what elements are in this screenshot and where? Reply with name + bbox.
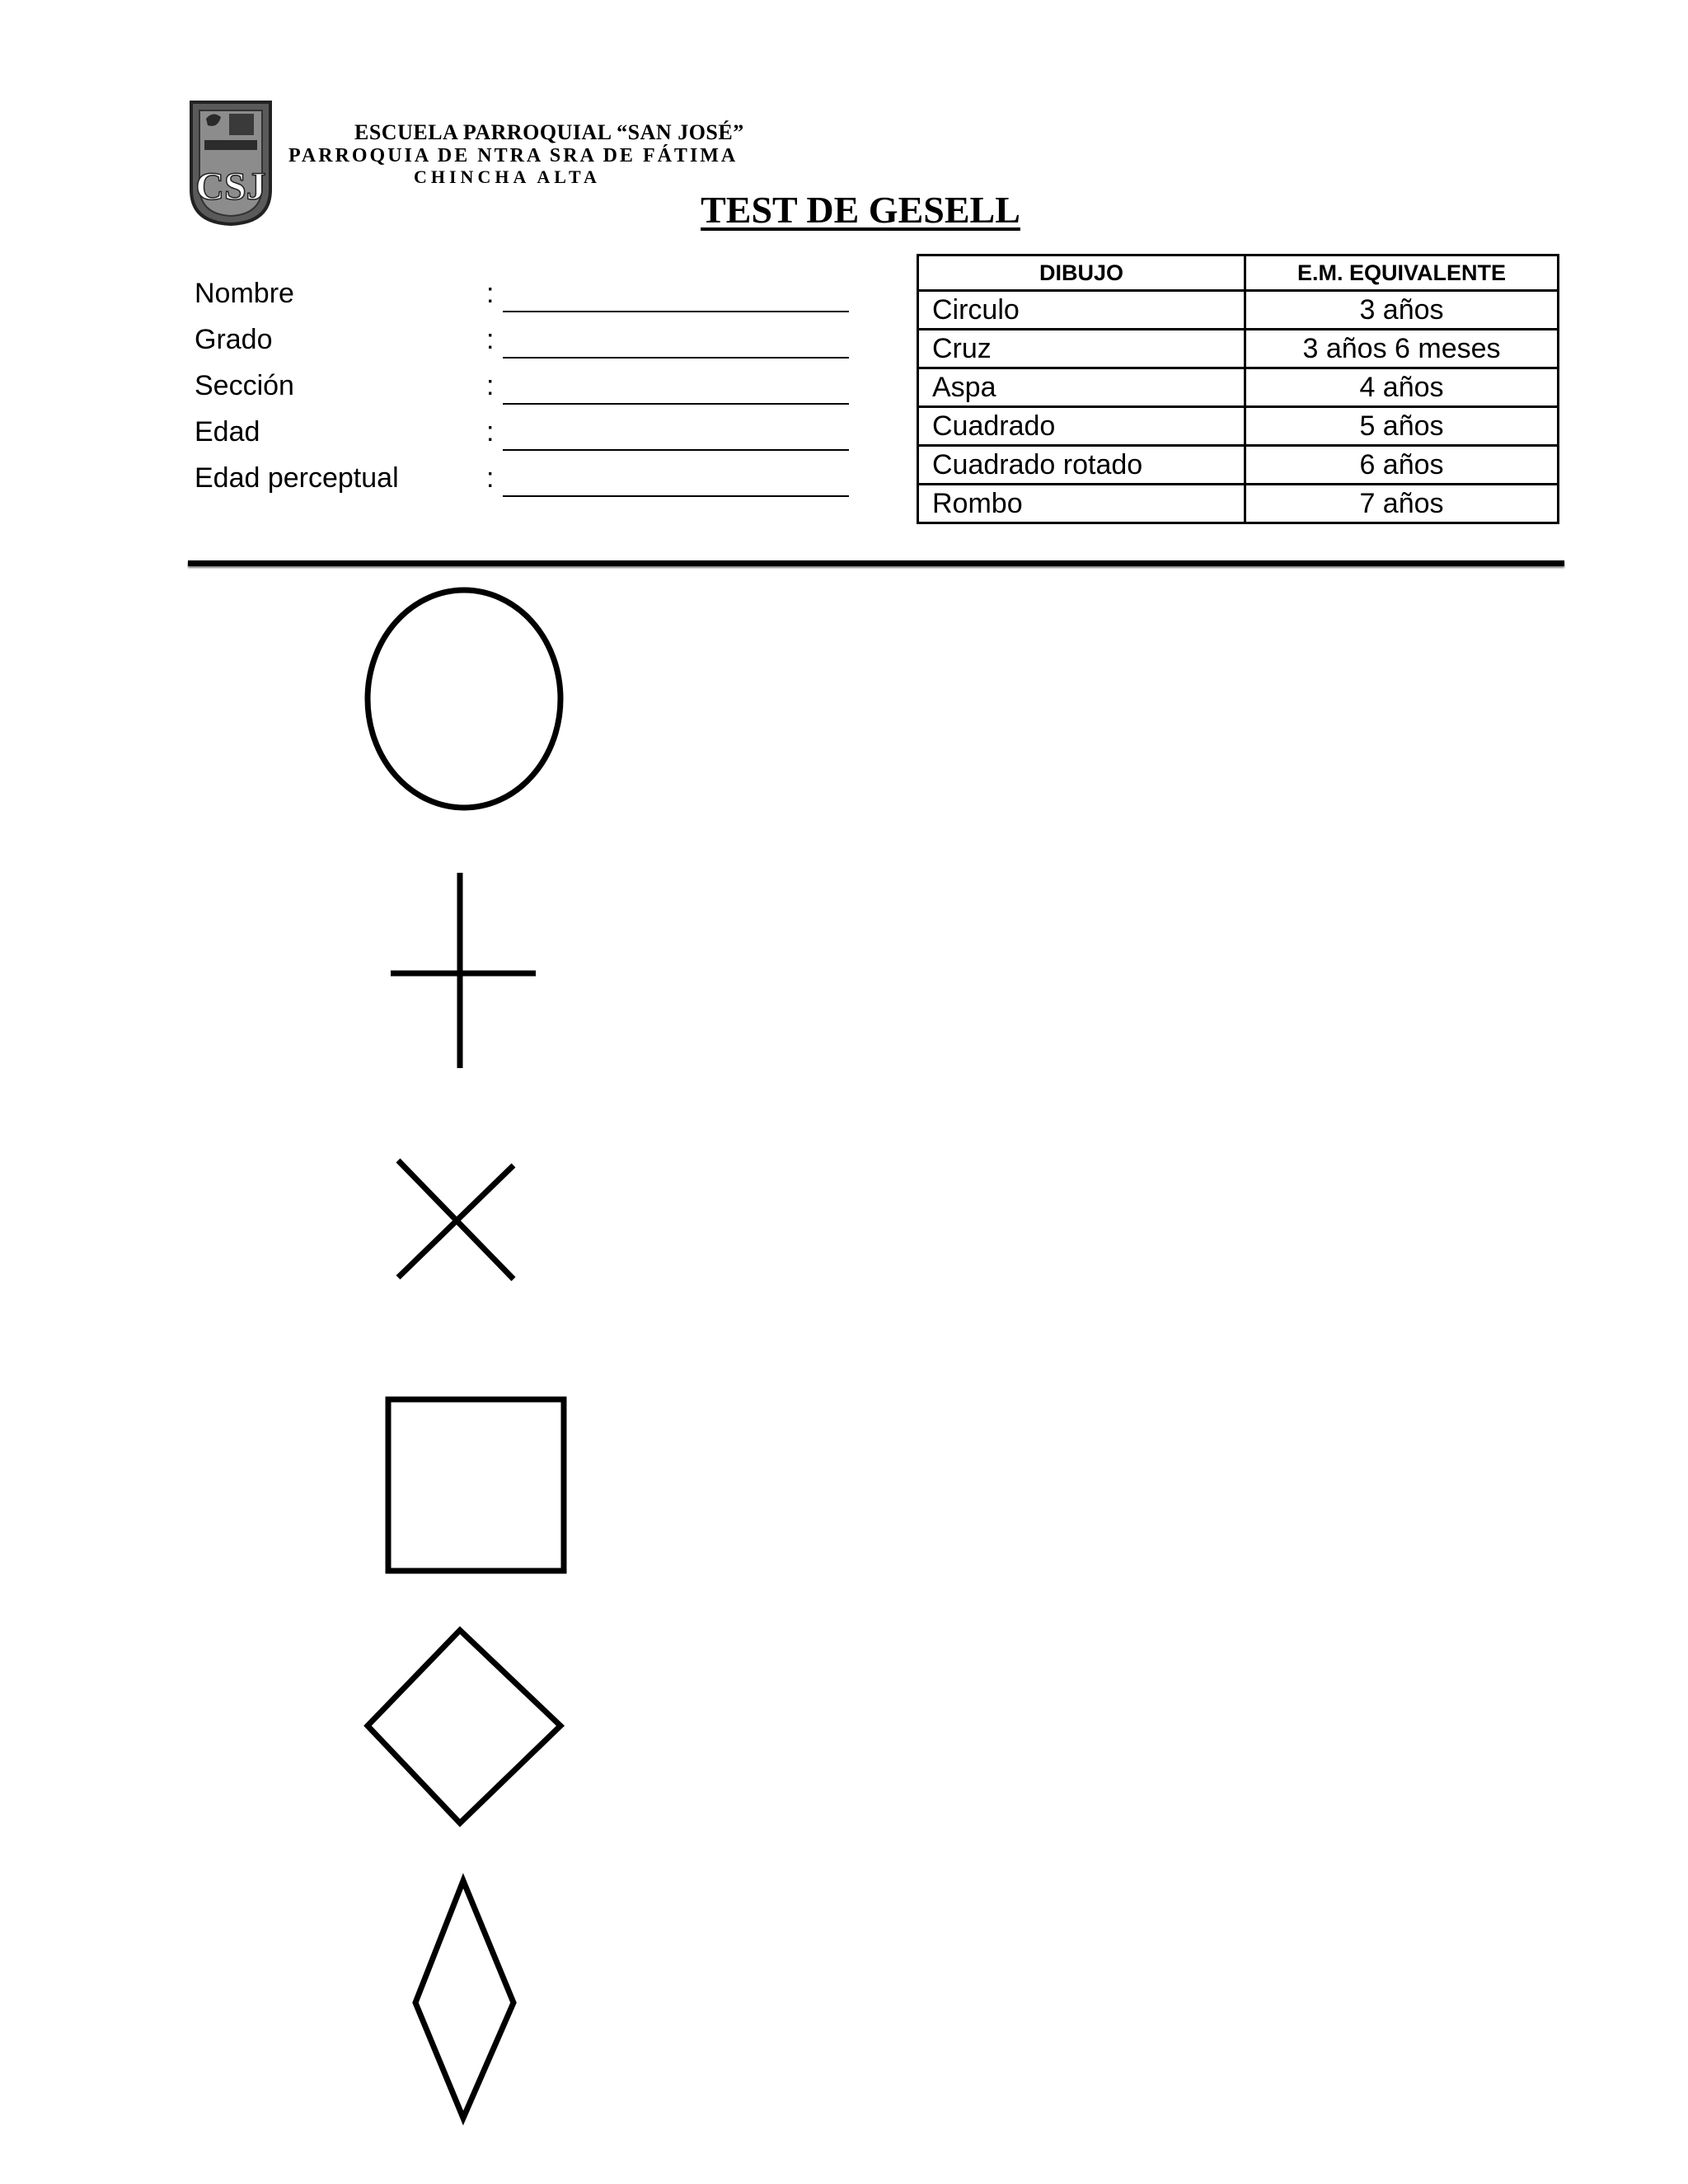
drawing-name: Rombo (918, 485, 1245, 523)
table-row (918, 368, 1559, 407)
circle-shape (363, 585, 565, 813)
field-colon: : (486, 324, 495, 355)
column-header-dibujo: DIBUJO (918, 255, 1245, 291)
logo-text: CSJ (195, 165, 266, 209)
drawing-name: Aspa (918, 368, 1245, 407)
field-colon: : (486, 462, 495, 494)
field-label: Grado (195, 324, 273, 355)
equivalent-age: 7 años (1245, 485, 1559, 523)
equivalent-age: 4 años (1245, 368, 1559, 407)
rhombus-shape (409, 1876, 519, 2123)
table-row (918, 485, 1559, 523)
page-title: TEST DE GESELL (701, 189, 1020, 231)
drawing-name: Cuadrado (918, 407, 1245, 446)
nombre-blank-line[interactable] (503, 311, 849, 312)
equivalent-age: 3 años 6 meses (1245, 330, 1559, 368)
cross-shape (387, 869, 544, 1071)
field-label: Nombre (195, 278, 294, 309)
parish-name: PARROQUIA DE NTRA SRA DE FÁTIMA (288, 145, 738, 166)
equivalent-age: 6 años (1245, 446, 1559, 485)
field-label: Sección (195, 370, 294, 401)
square-shape (384, 1395, 570, 1577)
table-row (918, 330, 1559, 368)
age-equivalence-table (917, 254, 1559, 524)
field-label: Edad (195, 416, 260, 448)
table-row (918, 407, 1559, 446)
field-label: Edad perceptual (195, 462, 399, 494)
school-name: ESCUELA PARROQUIAL “SAN JOSÉ” (354, 120, 744, 144)
x-mark-shape (392, 1154, 523, 1286)
field-colon: : (486, 416, 495, 448)
table-row (918, 291, 1559, 330)
equivalent-age: 5 años (1245, 407, 1559, 446)
grado-blank-line[interactable] (503, 357, 849, 359)
equivalent-age: 3 años (1245, 291, 1559, 330)
column-header-equivalente: E.M. EQUIVALENTE (1245, 255, 1559, 291)
header-divider (188, 560, 1564, 566)
rotated-square-shape (363, 1625, 567, 1830)
edad-perceptual-blank-line[interactable] (503, 495, 849, 497)
city-name: CHINCHA ALTA (414, 166, 601, 187)
table-row (918, 446, 1559, 485)
field-colon: : (486, 278, 495, 309)
drawing-name: Circulo (918, 291, 1245, 330)
edad-blank-line[interactable] (503, 449, 849, 451)
seccion-blank-line[interactable] (503, 403, 849, 405)
table-header-row (918, 255, 1559, 291)
drawing-name: Cruz (918, 330, 1245, 368)
field-colon: : (486, 370, 495, 401)
drawing-name: Cuadrado rotado (918, 446, 1245, 485)
